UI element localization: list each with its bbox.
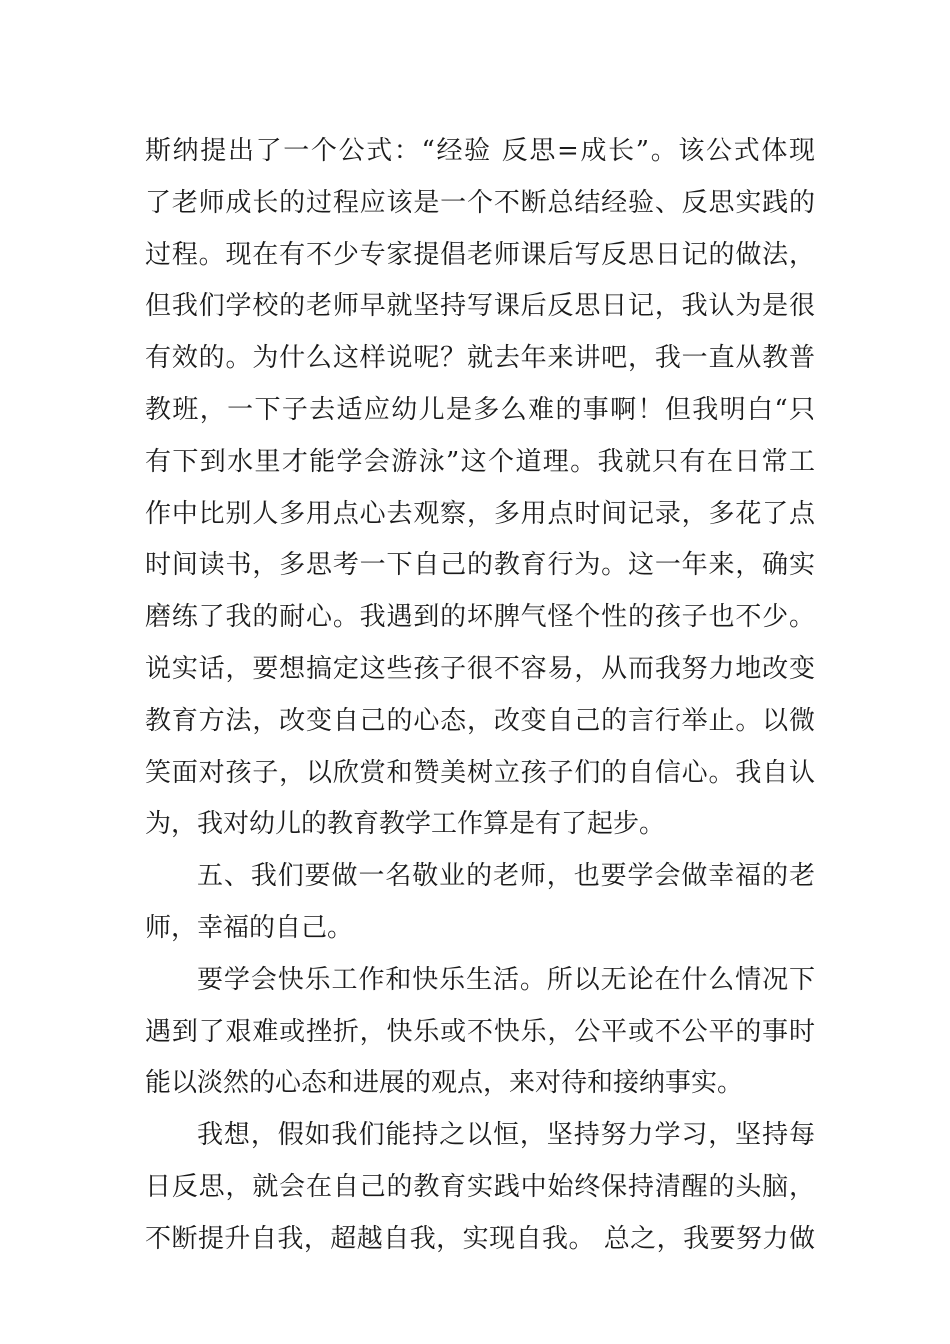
text-line: 不断提升自我，超越自我，实现自我。 总之，我要努力做 (145, 1223, 815, 1254)
text-line: 为，我对幼儿的教育教学工作算是有了起步。 (145, 809, 666, 840)
text-line: 但我们学校的老师早就坚持写课后反思日记，我认为是很 (145, 291, 815, 322)
text-line: 日反思，就会在自己的教育实践中始终保持清醒的头脑， (145, 1171, 815, 1202)
text-line: 斯纳提出了一个公式：“经验 反思=成长”。该公式体现 (145, 136, 815, 166)
text-line: 了老师成长的过程应该是一个不断总结经验、反思实践的 (145, 187, 815, 218)
text-line: 要学会快乐工作和快乐生活。所以无论在什么情况下 (197, 964, 815, 995)
text-line: 有效的。为什么这样说呢？就去年来讲吧，我一直从教普 (145, 343, 815, 374)
text-line: 说实话，要想搞定这些孩子很不容易，从而我努力地改变 (145, 653, 815, 684)
text-line: 作中比别人多用点心去观察，多用点时间记录，多花了点 (145, 498, 815, 529)
text-line: 师，幸福的自己。 (145, 912, 354, 943)
text-line: 能以淡然的心态和进展的观点，来对待和接纳事实。 (145, 1068, 744, 1099)
text-line: 教班，一下子去适应幼儿是多么难的事啊！但我明白“只 (145, 394, 815, 425)
text-line: 有下到水里才能学会游泳”这个道理。我就只有在日常工 (145, 446, 815, 477)
text-line: 笑面对孩子，以欣赏和赞美树立孩子们的自信心。我自认 (145, 757, 815, 788)
text-line: 遇到了艰难或挫折，快乐或不快乐，公平或不公平的事时 (145, 1016, 815, 1047)
text-line: 时间读书，多思考一下自己的教育行为。这一年来，确实 (145, 550, 815, 581)
text-line: 磨练了我的耐心。我遇到的坏脾气怪个性的孩子也不少。 (145, 602, 815, 633)
text-line: 我想，假如我们能持之以恒，坚持努力学习，坚持每 (197, 1120, 815, 1151)
body-text (145, 126, 815, 1266)
text-line: 教育方法，改变自己的心态，改变自己的言行举止。以微 (145, 705, 815, 736)
text-line: 过程。现在有不少专家提倡老师课后写反思日记的做法， (145, 239, 815, 270)
paragraph-heading-line: 五、我们要做一名敬业的老师，也要学会做幸福的老 (197, 861, 815, 892)
